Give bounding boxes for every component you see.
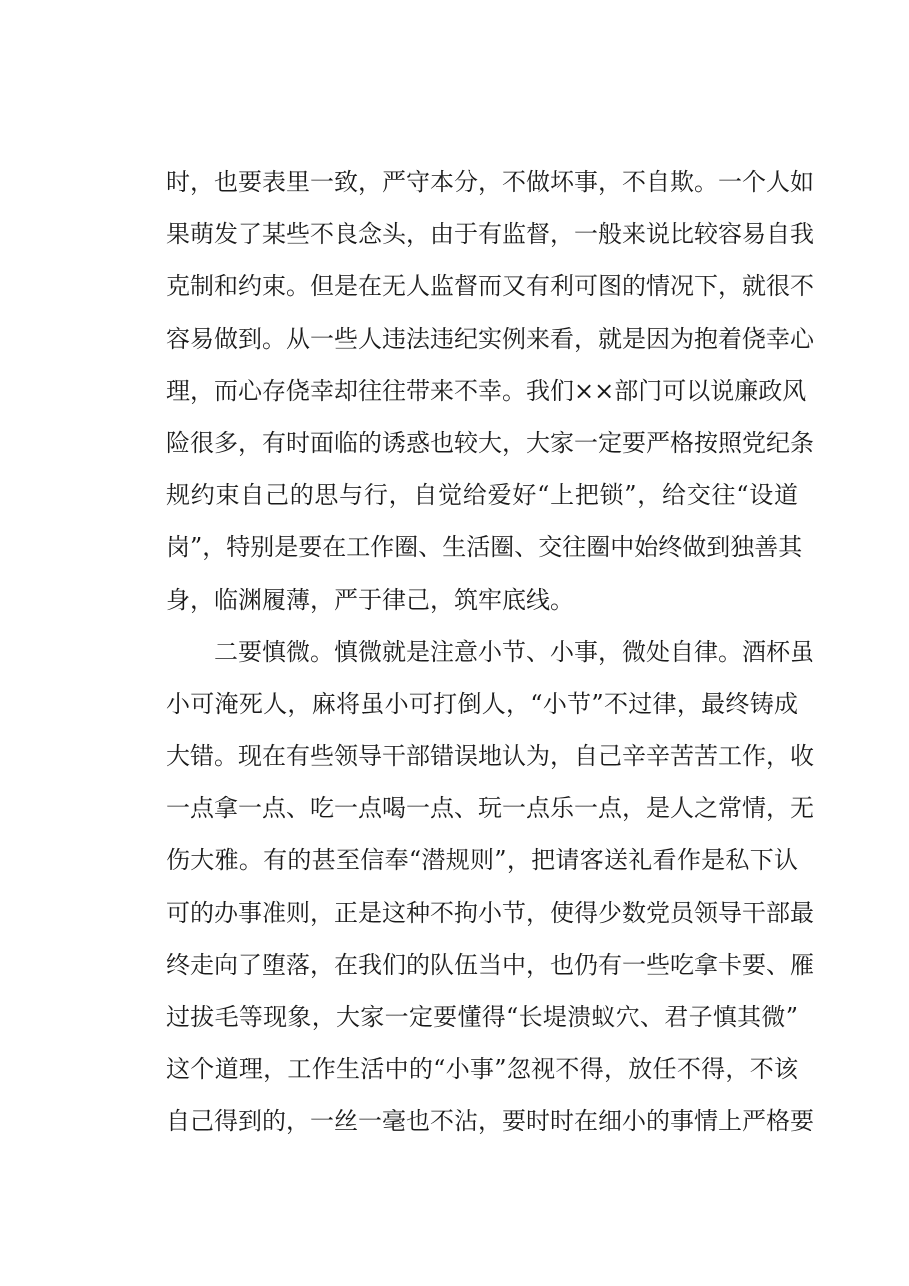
document-body [166, 156, 814, 1148]
text-line: 一点拿一点、吃一点喝一点、玩一点乐一点，是人之常情，无 [166, 794, 814, 823]
paragraph-2 [166, 626, 814, 1148]
text-line: 终走向了堕落，在我们的队伍当中，也仍有一些吃拿卡要、雁 [166, 950, 814, 979]
text-line: 这个道理，工作生活中的“小事”忽视不得，放任不得，不该 [166, 1055, 798, 1084]
text-line: 伤大雅。有的甚至信奉“潜规则”，把请客送礼看作是私下认 [166, 846, 798, 875]
text-line: 过拔毛等现象，大家一定要懂得“长堤溃蚁穴、君子慎其微” [166, 1003, 798, 1031]
text-line: 自己得到的，一丝一毫也不沾，要时时在细小的事情上严格要 [166, 1107, 814, 1136]
text-line: 容易做到。从一些人违法违纪实例来看，就是因为抱着侥幸心 [166, 324, 814, 353]
text-line: 险很多，有时面临的诱惑也较大，大家一定要严格按照党纪条 [166, 428, 814, 457]
text-line: 小可淹死人，麻将虽小可打倒人，“小节”不过律，最终铸成 [166, 689, 798, 718]
text-line: 可的办事准则，正是这种不拘小节，使得少数党员领导干部最 [166, 898, 814, 927]
text-line: 岗”，特别是要在工作圈、生活圈、交往圈中始终做到独善其 [166, 533, 803, 562]
paragraph-1 [166, 156, 814, 626]
text-line: 克制和约束。但是在无人监督而又有利可图的情况下，就很不 [166, 272, 814, 301]
text-line: 果萌发了某些不良念头，由于有监督，一般来说比较容易自我 [166, 220, 814, 249]
text-line: 规约束自己的思与行，自觉给爱好“上把锁”，给交往“设道 [166, 481, 798, 510]
text-line: 二要慎微。慎微就是注意小节、小事，微处自律。酒杯虽 [214, 637, 814, 666]
text-line: 理，而心存侥幸却往往带来不幸。我们××部门可以说廉政风 [166, 376, 807, 405]
text-line: 身，临渊履薄，严于律己，筑牢底线。 [166, 585, 574, 614]
text-line: 大错。现在有些领导干部错误地认为，自己辛辛苦苦工作，收 [166, 742, 814, 771]
text-line: 时，也要表里一致，严守本分，不做坏事，不自欺。一个人如 [166, 168, 814, 196]
